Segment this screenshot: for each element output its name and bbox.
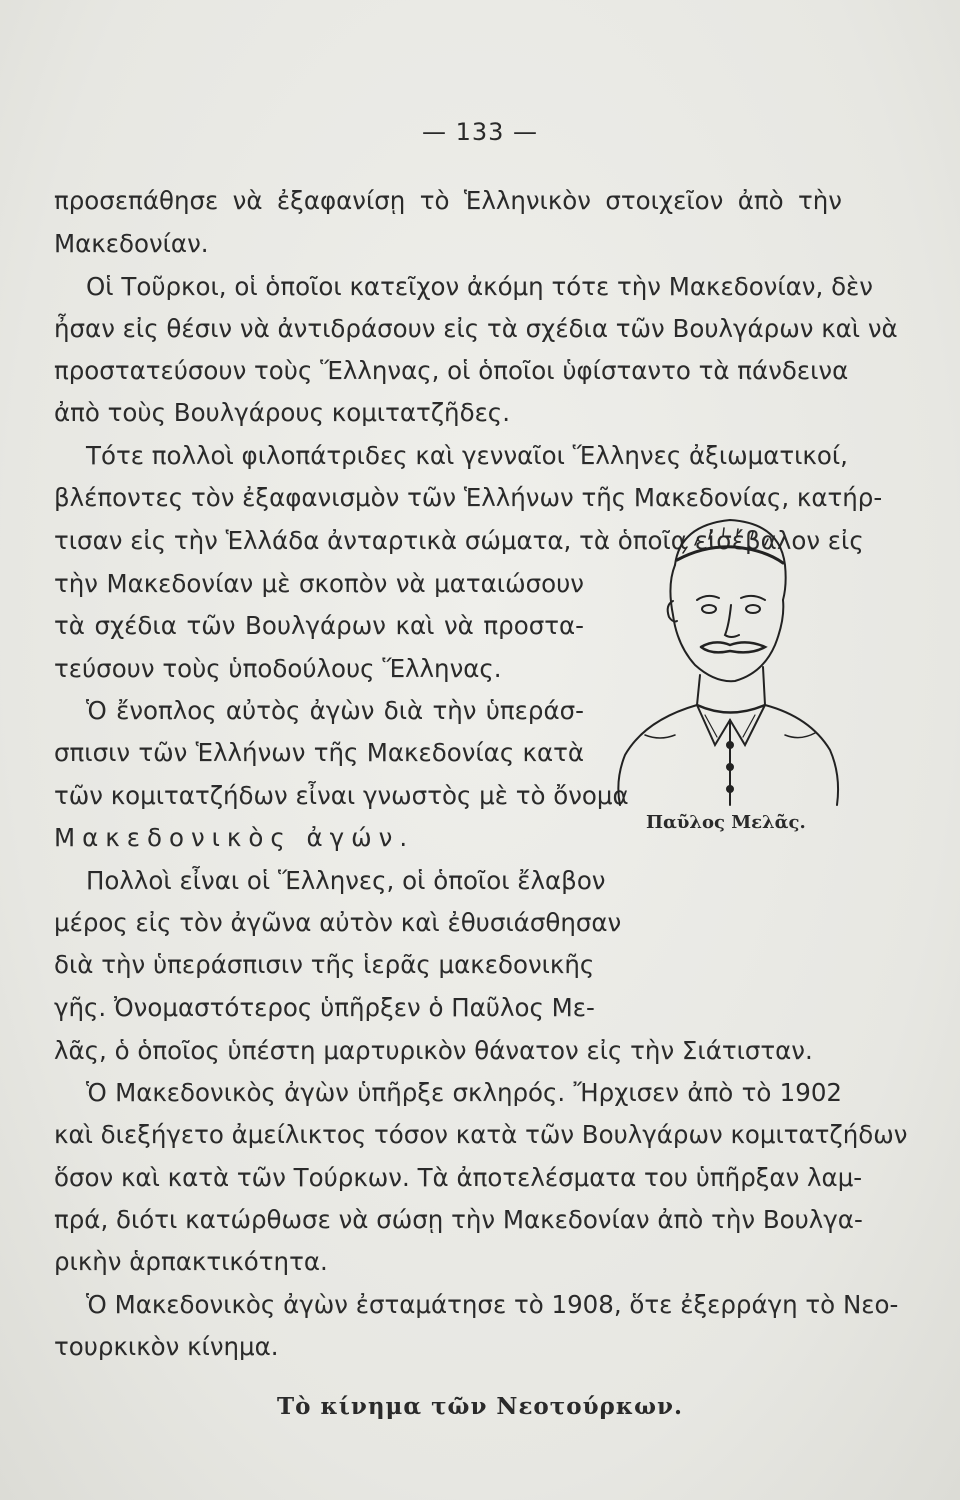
text-line: Ὁ Μακεδονικὸς ἀγὼν ὑπῆρξε σκληρός. Ἤρχισεν ἀπὸ τὸ 1902	[86, 1078, 842, 1107]
text-line: Ὁ ἔνοπλος αὐτὸς ἀγὼν διὰ τὴν ὑπεράσ-	[86, 696, 584, 725]
text-line: Οἱ Τοῦρκοι, οἱ ὁποῖοι κατεῖχον ἀκόμη τότε τὴν Μακεδονίαν, δὲν	[86, 272, 873, 301]
text-line: ρικὴν ἁρπακτικότητα.	[54, 1247, 328, 1276]
text-line: Μακεδονικὸς ἀγών.	[54, 823, 415, 852]
text-line: Πολλοὶ εἶναι οἱ Ἕλληνες, οἱ ὁποῖοι ἔλαβον	[86, 866, 606, 895]
text-line: προσεπάθησε νὰ ἐξαφανίσῃ τὸ Ἑλληνικὸν στοιχεῖον ἀπὸ τὴν	[54, 186, 842, 215]
portrait-illustration	[605, 505, 845, 815]
text-line: τῶν κομιτατζήδων εἶναι γνωστὸς μὲ τὸ ὄνομα	[54, 781, 629, 810]
section-heading: Τὸ κίνημα τῶν Νεοτούρκων.	[277, 1393, 683, 1420]
page-number: — 133 —	[421, 118, 539, 146]
text-line: καὶ διεξήγετο ἀμείλικτος τόσον κατὰ τῶν Βουλγάρων κομιτατζήδων	[54, 1120, 908, 1149]
text-line: διὰ τὴν ὑπεράσπισιν τῆς ἱερᾶς μακεδονικῆς	[54, 950, 595, 979]
text-line: Μακεδονίαν.	[54, 229, 209, 258]
text-line: τὰ σχέδια τῶν Βουλγάρων καὶ νὰ προστα-	[54, 611, 584, 640]
text-line: βλέποντες τὸν ἐξαφανισμὸν τῶν Ἑλλήνων τῆς Μακεδονίας, κατήρ-	[54, 483, 883, 512]
text-line: μέρος εἰς τὸν ἀγῶνα αὐτὸν καὶ ἐθυσιάσθησαν	[54, 908, 622, 937]
text-line: Τότε πολλοὶ φιλοπάτριδες καὶ γενναῖοι Ἕλληνες ἀξιωματικοί,	[86, 441, 848, 470]
text-line: τὴν Μακεδονίαν μὲ σκοπὸν νὰ ματαιώσουν	[54, 569, 584, 598]
text-line: λᾶς, ὁ ὁποῖος ὑπέστη μαρτυρικὸν θάνατον εἰς τὴν Σιάτισταν.	[54, 1036, 813, 1065]
text-line: γῆς. Ὀνομαστότερος ὑπῆρξεν ὁ Παῦλος Με-	[54, 993, 595, 1022]
text-line: τεύσουν τοὺς ὑποδούλους Ἕλληνας.	[54, 654, 502, 683]
text-line: σπισιν τῶν Ἑλλήνων τῆς Μακεδονίας κατὰ	[54, 738, 584, 767]
text-line: ἦσαν εἰς θέσιν νὰ ἀντιδράσουν εἰς τὰ σχέδια τῶν Βουλγάρων καὶ νὰ	[54, 314, 898, 343]
text-line: Ὁ Μακεδονικὸς ἀγὼν ἐσταμάτησε τὸ 1908, ὅτε ἐξερράγη τὸ Νεο-	[86, 1290, 899, 1319]
text-line: πρά, διότι κατώρθωσε νὰ σώσῃ τὴν Μακεδονίαν ἀπὸ τὴν Βουλγα-	[54, 1205, 863, 1234]
text-line: τουρκικὸν κίνημα.	[54, 1332, 279, 1361]
text-line: ὅσον καὶ κατὰ τῶν Τούρκων. Τὰ ἀποτελέσματα του ὑπῆρξαν λαμ-	[54, 1163, 863, 1192]
text-line: προστατεύσουν τοὺς Ἕλληνας, οἱ ὁποῖοι ὑφίσταντο τὰ πάνδεινα	[54, 356, 849, 385]
portrait-caption: Παῦλος Μελᾶς.	[646, 812, 806, 833]
text-line: τισαν εἰς τὴν Ἑλλάδα ἀνταρτικὰ σώματα, τὰ ὁποῖα εἰσέβαλον εἰς	[54, 526, 864, 555]
text-line: ἀπὸ τοὺς Βουλγάρους κομιτατζῆδες.	[54, 398, 510, 427]
